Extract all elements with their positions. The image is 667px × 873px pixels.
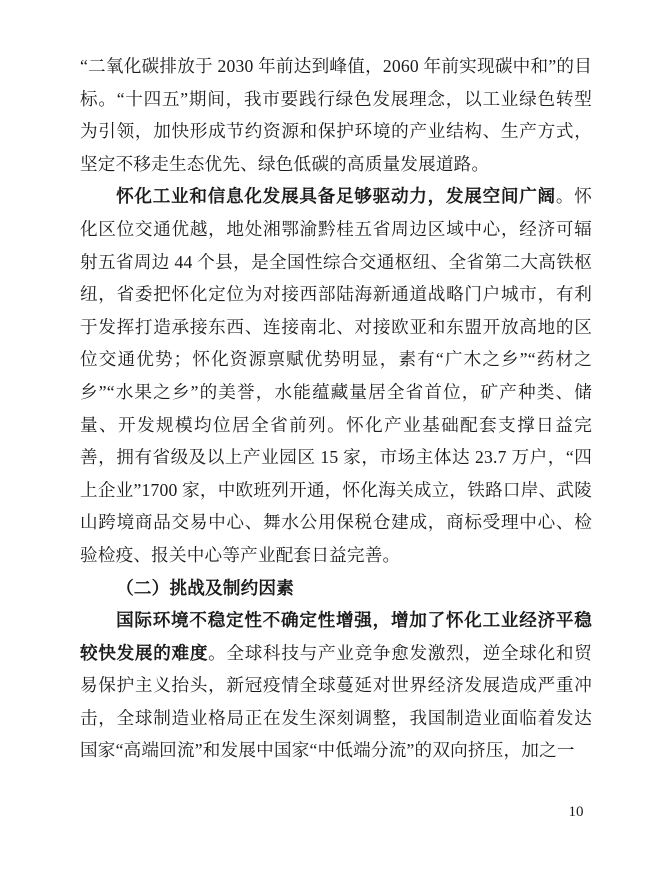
page-number: 10 — [568, 804, 584, 820]
document-body — [80, 50, 592, 767]
para-huaihua-driving-force — [80, 180, 592, 571]
text-run: “二氧化碳排放于 2030 年前达到峰值，2060 年前实现碳中和”的目标。“十四五”期间，我市要践行绿色发展理念，以工业绿色转型为引领，加快形成节约资源和保护环境的产业结构、生产方式，坚定不移走生态优先、绿色低碳的高质量发展道路。 — [80, 56, 592, 174]
heading-challenges-constraints — [80, 572, 592, 605]
text-run: 。全球科技与产业竞争愈发激烈，逆全球化和贸易保护主义抬头，新冠疫情全球蔓延对世界经济发展造成严重冲击，全球制造业格局正在发生深刻调整，我国制造业面临着发达国家“高端回流”和发展中国家“中低端分流”的双向挤压，加之一 — [80, 642, 593, 761]
para-international-environment — [80, 604, 592, 767]
text-run: 。怀化区位交通优越，地处湘鄂渝黔桂五省周边区域中心，经济可辐射五省周边 44 个县，是全国性综合交通枢纽、全省第二大高铁枢纽，省委把怀化定位为对接西部陆海新通道战略门户城市，有利于发挥打造承接东西、连接南北、对接欧亚和东盟开放高地的区位交通优势；怀化资源禀赋优势明显，素有“广木之乡”“药材之乡”“水果之乡”的美誉，水能蕴藏量居全省首位，矿产种类、储量、开发规模均位居全省前列。怀化产业基础配套支撑日益完善，拥有省级及以上产业园区 15 家，市场主体达 23.7 万户，“四上企业”1700 家，中欧班列开通，怀化海关成立，铁路口岸、武陵山跨境商品交易中心、舞水公用保税仓建成，商标受理中心、检验检疫、报关中心等产业配套日益完善。 — [80, 186, 592, 565]
text-run: 国际环境不稳定性不确定性增强，增加了怀化工业经济平稳较快发展的难度 — [80, 610, 592, 663]
text-run: （二）挑战及制约因素 — [116, 577, 295, 598]
para-carbon-goal — [80, 50, 592, 180]
text-run: 怀化工业和信息化发展具备足够驱动力，发展空间广阔 — [116, 186, 556, 207]
